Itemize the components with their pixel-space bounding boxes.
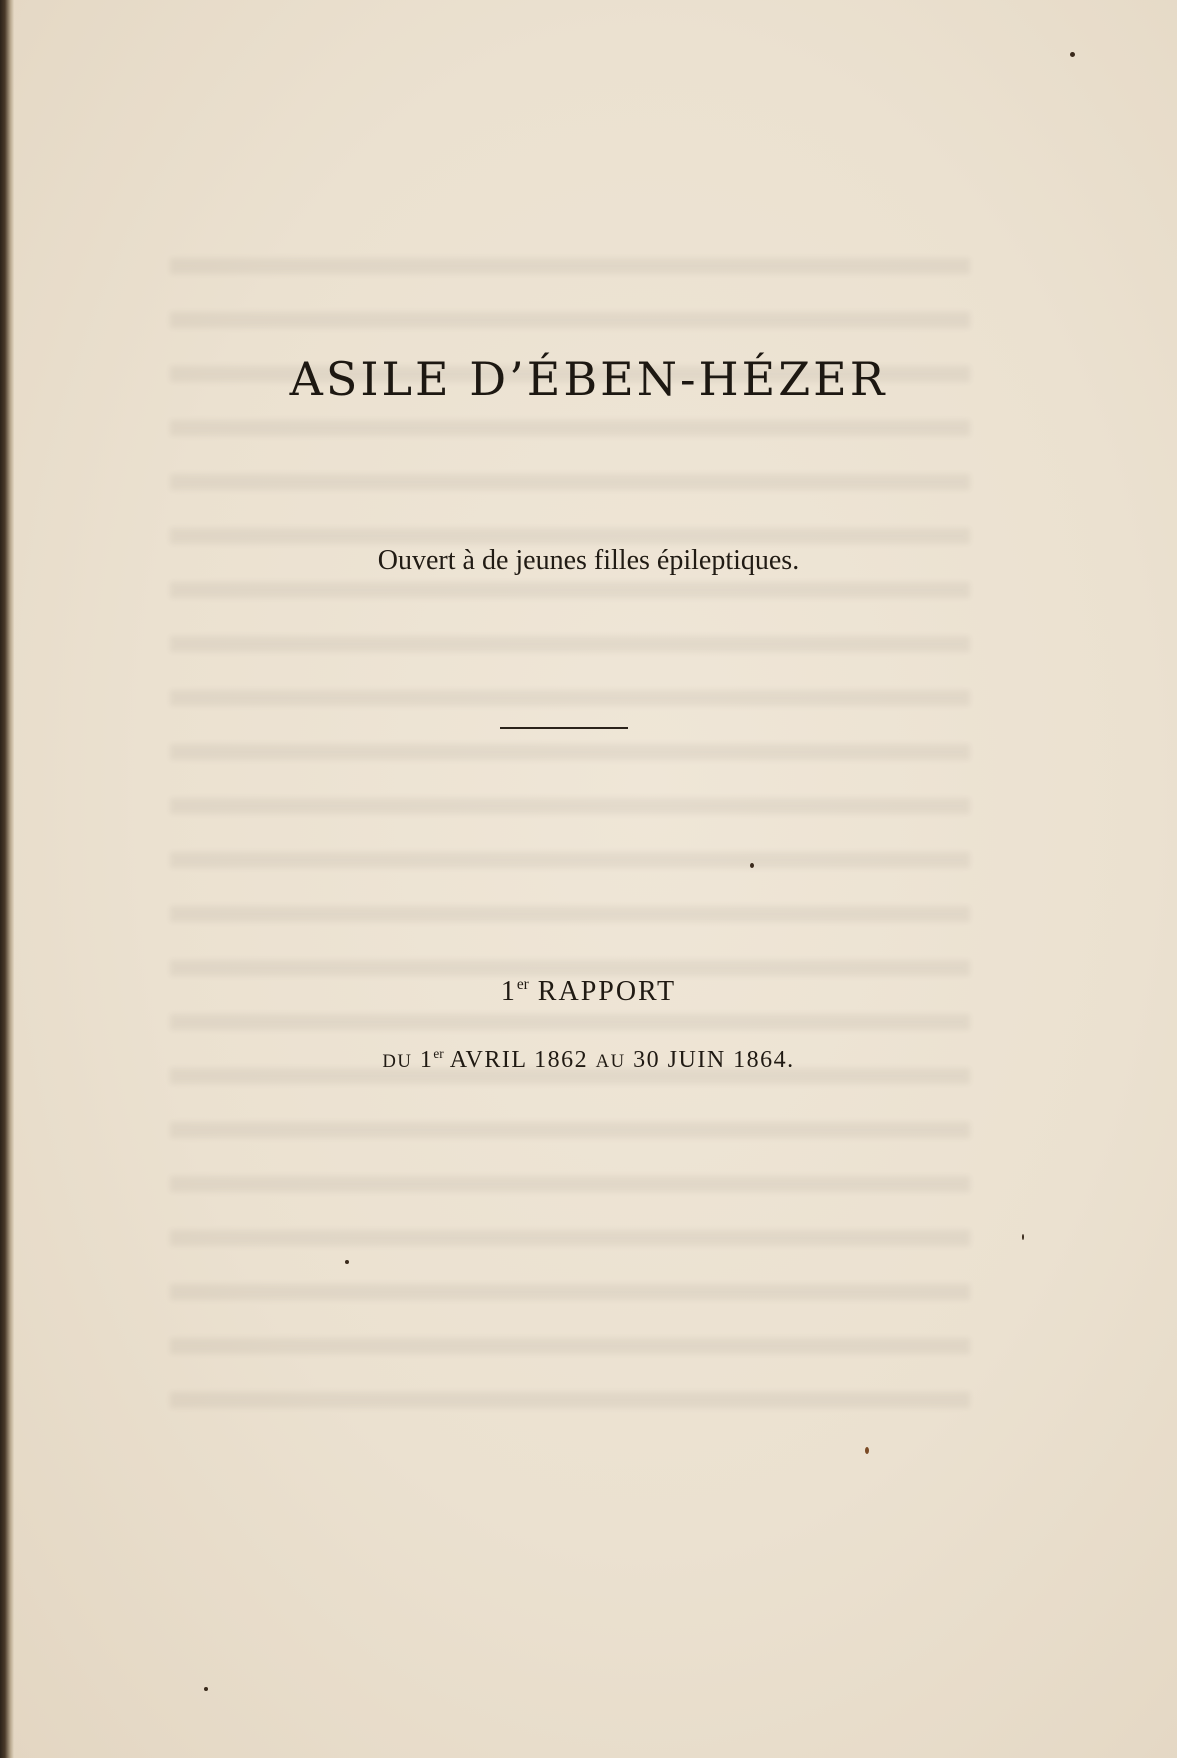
date-start: AVRIL 1862 <box>449 1047 589 1074</box>
paper-speck <box>750 863 754 868</box>
divider-rule <box>500 727 628 729</box>
report-ordinal-suffix: er <box>516 976 529 994</box>
paper-speck <box>345 1260 349 1264</box>
page-subtitle: Ouvert à de jeunes filles épileptiques. <box>377 545 800 576</box>
page-title: ASILE D’ÉBEN-HÉZER <box>289 352 888 406</box>
paper-speck <box>1070 52 1075 57</box>
date-prefix: DU <box>382 1051 413 1073</box>
paper-speck <box>204 1687 208 1691</box>
paper-speck <box>865 1447 869 1454</box>
report-ordinal-number: 1 <box>500 976 517 1007</box>
book-spine-edge <box>0 0 14 1758</box>
date-day-number: 1 <box>419 1047 434 1074</box>
date-connector: AU <box>595 1051 626 1073</box>
date-end: 30 JUIN 1864. <box>633 1047 795 1074</box>
paper-speck <box>1022 1234 1024 1240</box>
report-label: RAPPORT <box>537 976 677 1007</box>
report-heading <box>0 976 1177 1008</box>
report-date-range <box>0 1046 1177 1074</box>
date-day-suffix: er <box>433 1046 444 1061</box>
